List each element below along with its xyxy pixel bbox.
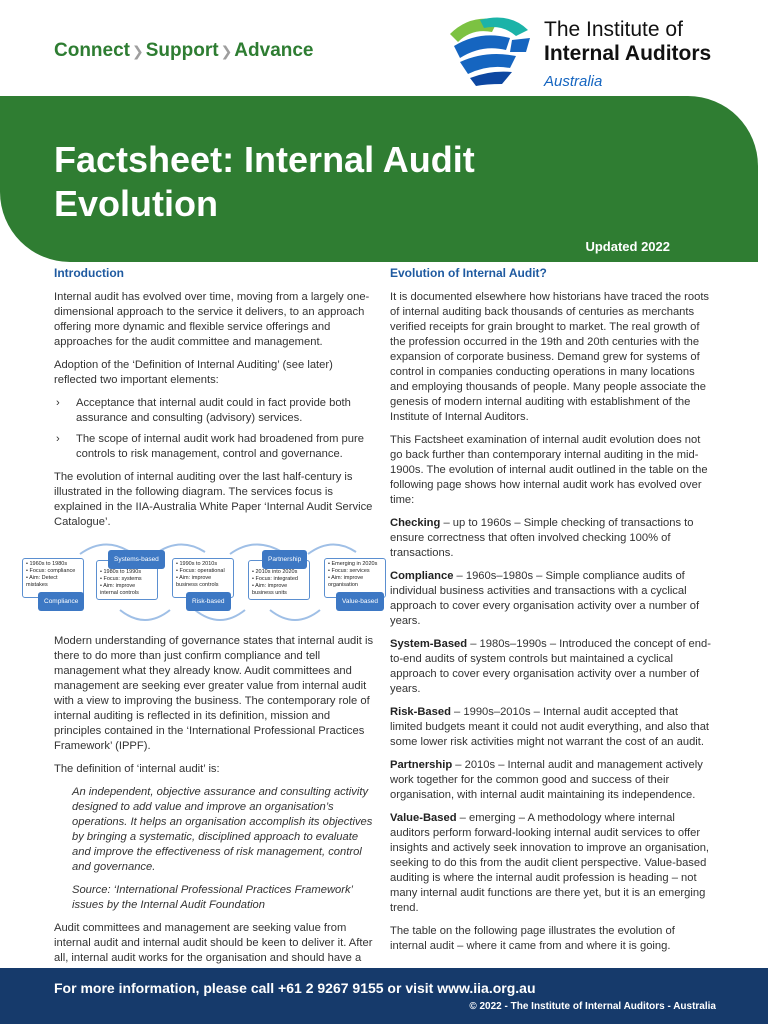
footer-copyright: © 2022 - The Institute of Internal Auditors - Australia: [469, 1001, 716, 1012]
stage-line: • 2010s into 2020s: [252, 569, 298, 575]
stage-risk-based: [390, 705, 712, 750]
stage-line: • Focus: systems: [100, 576, 142, 582]
list-item: [54, 396, 374, 426]
list-item-text: Acceptance that internal audit could in fact provide both assurance and consulting (advisory) services.: [76, 397, 351, 424]
list-item: [54, 432, 374, 462]
tagline-support: Support: [145, 40, 219, 61]
list-item-text: The scope of internal audit work had broadened from pure controls to risk management, control and governance.: [76, 433, 364, 460]
logo-line2: Internal Auditors: [544, 42, 712, 65]
tagline-connect: Connect: [54, 40, 130, 61]
right-column: [390, 266, 712, 962]
stage-line: • Focus: services: [328, 568, 370, 574]
stage-term: Checking: [390, 517, 441, 529]
page-title: Factsheet: Internal Audit Evolution: [54, 139, 475, 224]
tagline: [54, 40, 314, 62]
definition-source: Source: ‘International Professional Practices Framework’ issues by the Internal Audit Foundation: [72, 884, 353, 911]
title-banner: [0, 96, 758, 262]
evolution-diagram: [20, 538, 400, 624]
stage-line: • Aim: improve business controls: [176, 575, 219, 588]
stage-text: – 1960s–1980s – Simple compliance audits of individual business activities and transactions with a cyclical approach to cover every organisation activity over a number of years.: [390, 570, 700, 627]
stage-line: • Aim: improve internal controls: [100, 583, 139, 596]
logo-line1: The Institute of: [544, 18, 683, 41]
stage-partnership: [390, 758, 712, 803]
intro-paragraph-5: The definition of ‘internal audit’ is:: [54, 763, 220, 775]
stage-term: Compliance: [390, 570, 454, 582]
stage-line: • Emerging in 2020s: [328, 561, 378, 567]
bullet-marker-icon: ›: [56, 397, 60, 409]
footer-contact[interactable]: For more information, please call +61 2 9267 9155 or visit www.iia.org.au: [54, 980, 536, 996]
stage-label-compliance: Compliance: [38, 592, 84, 611]
stage-label-systems: Systems-based: [108, 550, 165, 569]
intro-paragraph-6: Audit committees and management are seeking value from internal audit and internal audit should be keen to deliver it. After all, internal audit works for the organisation and should have a: [54, 922, 373, 964]
intro-paragraph-2: Adoption of the ‘Definition of Internal Auditing’ (see later) reflected two important elements:: [54, 359, 333, 386]
stage-text: – 2010s – Internal audit and management actively work together for the common good and success of their organisation, with internal audit maintaining its independence.: [390, 759, 703, 801]
stage-line: • Focus: compliance: [26, 568, 76, 574]
stage-text: – emerging – A methodology where internal auditors perform forward-looking internal audit services to offer insights and actively seek innovation to improve an organisation, seeking to do this from the audit client perspective. Value-based auditing is where the internal audit profession is heading – not many internal audit functions are there yet, but it is an emerging trend.: [390, 812, 710, 914]
stage-line: • 1990s to 2010s: [176, 561, 218, 567]
globe-icon: [440, 12, 536, 90]
stage-line: • Aim: improve business units: [252, 583, 288, 596]
intro-heading: Introduction: [54, 266, 124, 280]
updated-label: Updated 2022: [585, 239, 670, 254]
intro-paragraph-1: Internal audit has evolved over time, moving from a largely one-dimensional approach to the service it delivers, to an approach offering more dynamic and flexible service offerings and approaches for the audit committee and management.: [54, 291, 370, 348]
intro-paragraph-3: The evolution of internal auditing over the last half-century is illustrated in the following diagram. The services focus is explained in the IIA-Australia White Paper ‘Internal Audit Service Catalogue’.: [54, 471, 373, 528]
stage-term: Risk-Based: [390, 706, 451, 718]
stage-term: Value-Based: [390, 812, 457, 824]
intro-paragraph-4: Modern understanding of governance states that internal audit is there to do more than just confirm compliance and tell management what they already know. Audit committees and management are seeking ever greater value from internal audit with a view to improving the business. The contemporary role of internal auditing is reflected in its definition, mission and principles contained in the ‘International Professional Practices Framework’ (IPPF).: [54, 635, 374, 752]
stage-label-risk: Risk-based: [186, 592, 231, 611]
stage-term: Partnership: [390, 759, 453, 771]
definition-quote: An independent, objective assurance and consulting activity designed to add value and improve an organisation’s operations. It helps an organisation accomplish its objectives by bringing a systematic, disciplined approach to evaluate and improve the effectiveness of risk management, control and governance.: [72, 786, 373, 873]
evolution-paragraph-1: It is documented elsewhere how historians have traced the roots of internal auditing back thousands of centuries as merchants verified receipts for grain brought to market. The real growth of the profession occurred in the 19th and 20th centuries with the expansion of corporate business. Demand grew for systems of control in companies conducting operations in many locations and employing thousands of people. Many people associate the genesis of modern internal auditing with establishment of the Institute of Internal Auditors.: [390, 291, 710, 423]
stage-line: • Aim: Detect mistakes: [26, 575, 58, 588]
evolution-paragraph-2: This Factsheet examination of internal audit evolution does not go back further than contemporary internal auditing in the mid-1900s. The evolution of internal audit outlined in the table on the following page shows how internal audit work has evolved over time:: [390, 434, 708, 506]
stage-line: • 1960s to 1980s: [26, 561, 68, 567]
footer: [0, 968, 768, 1024]
stage-line: • Focus: integrated: [252, 576, 298, 582]
stage-checking: [390, 516, 712, 561]
stage-system-based: [390, 637, 712, 697]
chevron-right-icon: ❯: [132, 43, 144, 59]
stage-text: – 1980s–1990s – Introduced the concept of end-to-end audits of system controls but maintained a cyclical approach to cover every organisation activity over a number of years.: [390, 638, 711, 695]
stage-line: • Aim: improve organisation: [328, 575, 364, 588]
stage-text: – 1990s–2010s – Internal audit accepted that limited budgets meant it could not audit everything, and also that some lower risk activities might not warrant the cost of an audit.: [390, 706, 710, 748]
evolution-paragraph-3: The table on the following page illustrates the evolution of internal audit – where it came from and where it is going.: [390, 925, 675, 952]
evolution-heading: Evolution of Internal Audit?: [390, 266, 547, 280]
stage-label-value: Value-based: [336, 592, 384, 611]
left-column: [26, 266, 379, 989]
tagline-advance: Advance: [234, 40, 314, 61]
stage-value-based: [390, 811, 712, 916]
logo-line3: Australia: [544, 73, 603, 90]
elements-list: [54, 396, 374, 462]
stage-line: • 1980s to 1990s: [100, 569, 142, 575]
stage-label-partnership: Partnership: [262, 550, 307, 569]
stage-term: System-Based: [390, 638, 468, 650]
stage-line: • Focus: operational: [176, 568, 225, 574]
iia-logo: [440, 12, 750, 94]
stage-compliance: [390, 569, 712, 629]
chevron-right-icon: ❯: [220, 43, 233, 59]
stage-text: – up to 1960s – Simple checking of transactions to ensure correctness that often involved checking 100% of transactions.: [390, 517, 694, 559]
bullet-marker-icon: ›: [56, 433, 60, 445]
